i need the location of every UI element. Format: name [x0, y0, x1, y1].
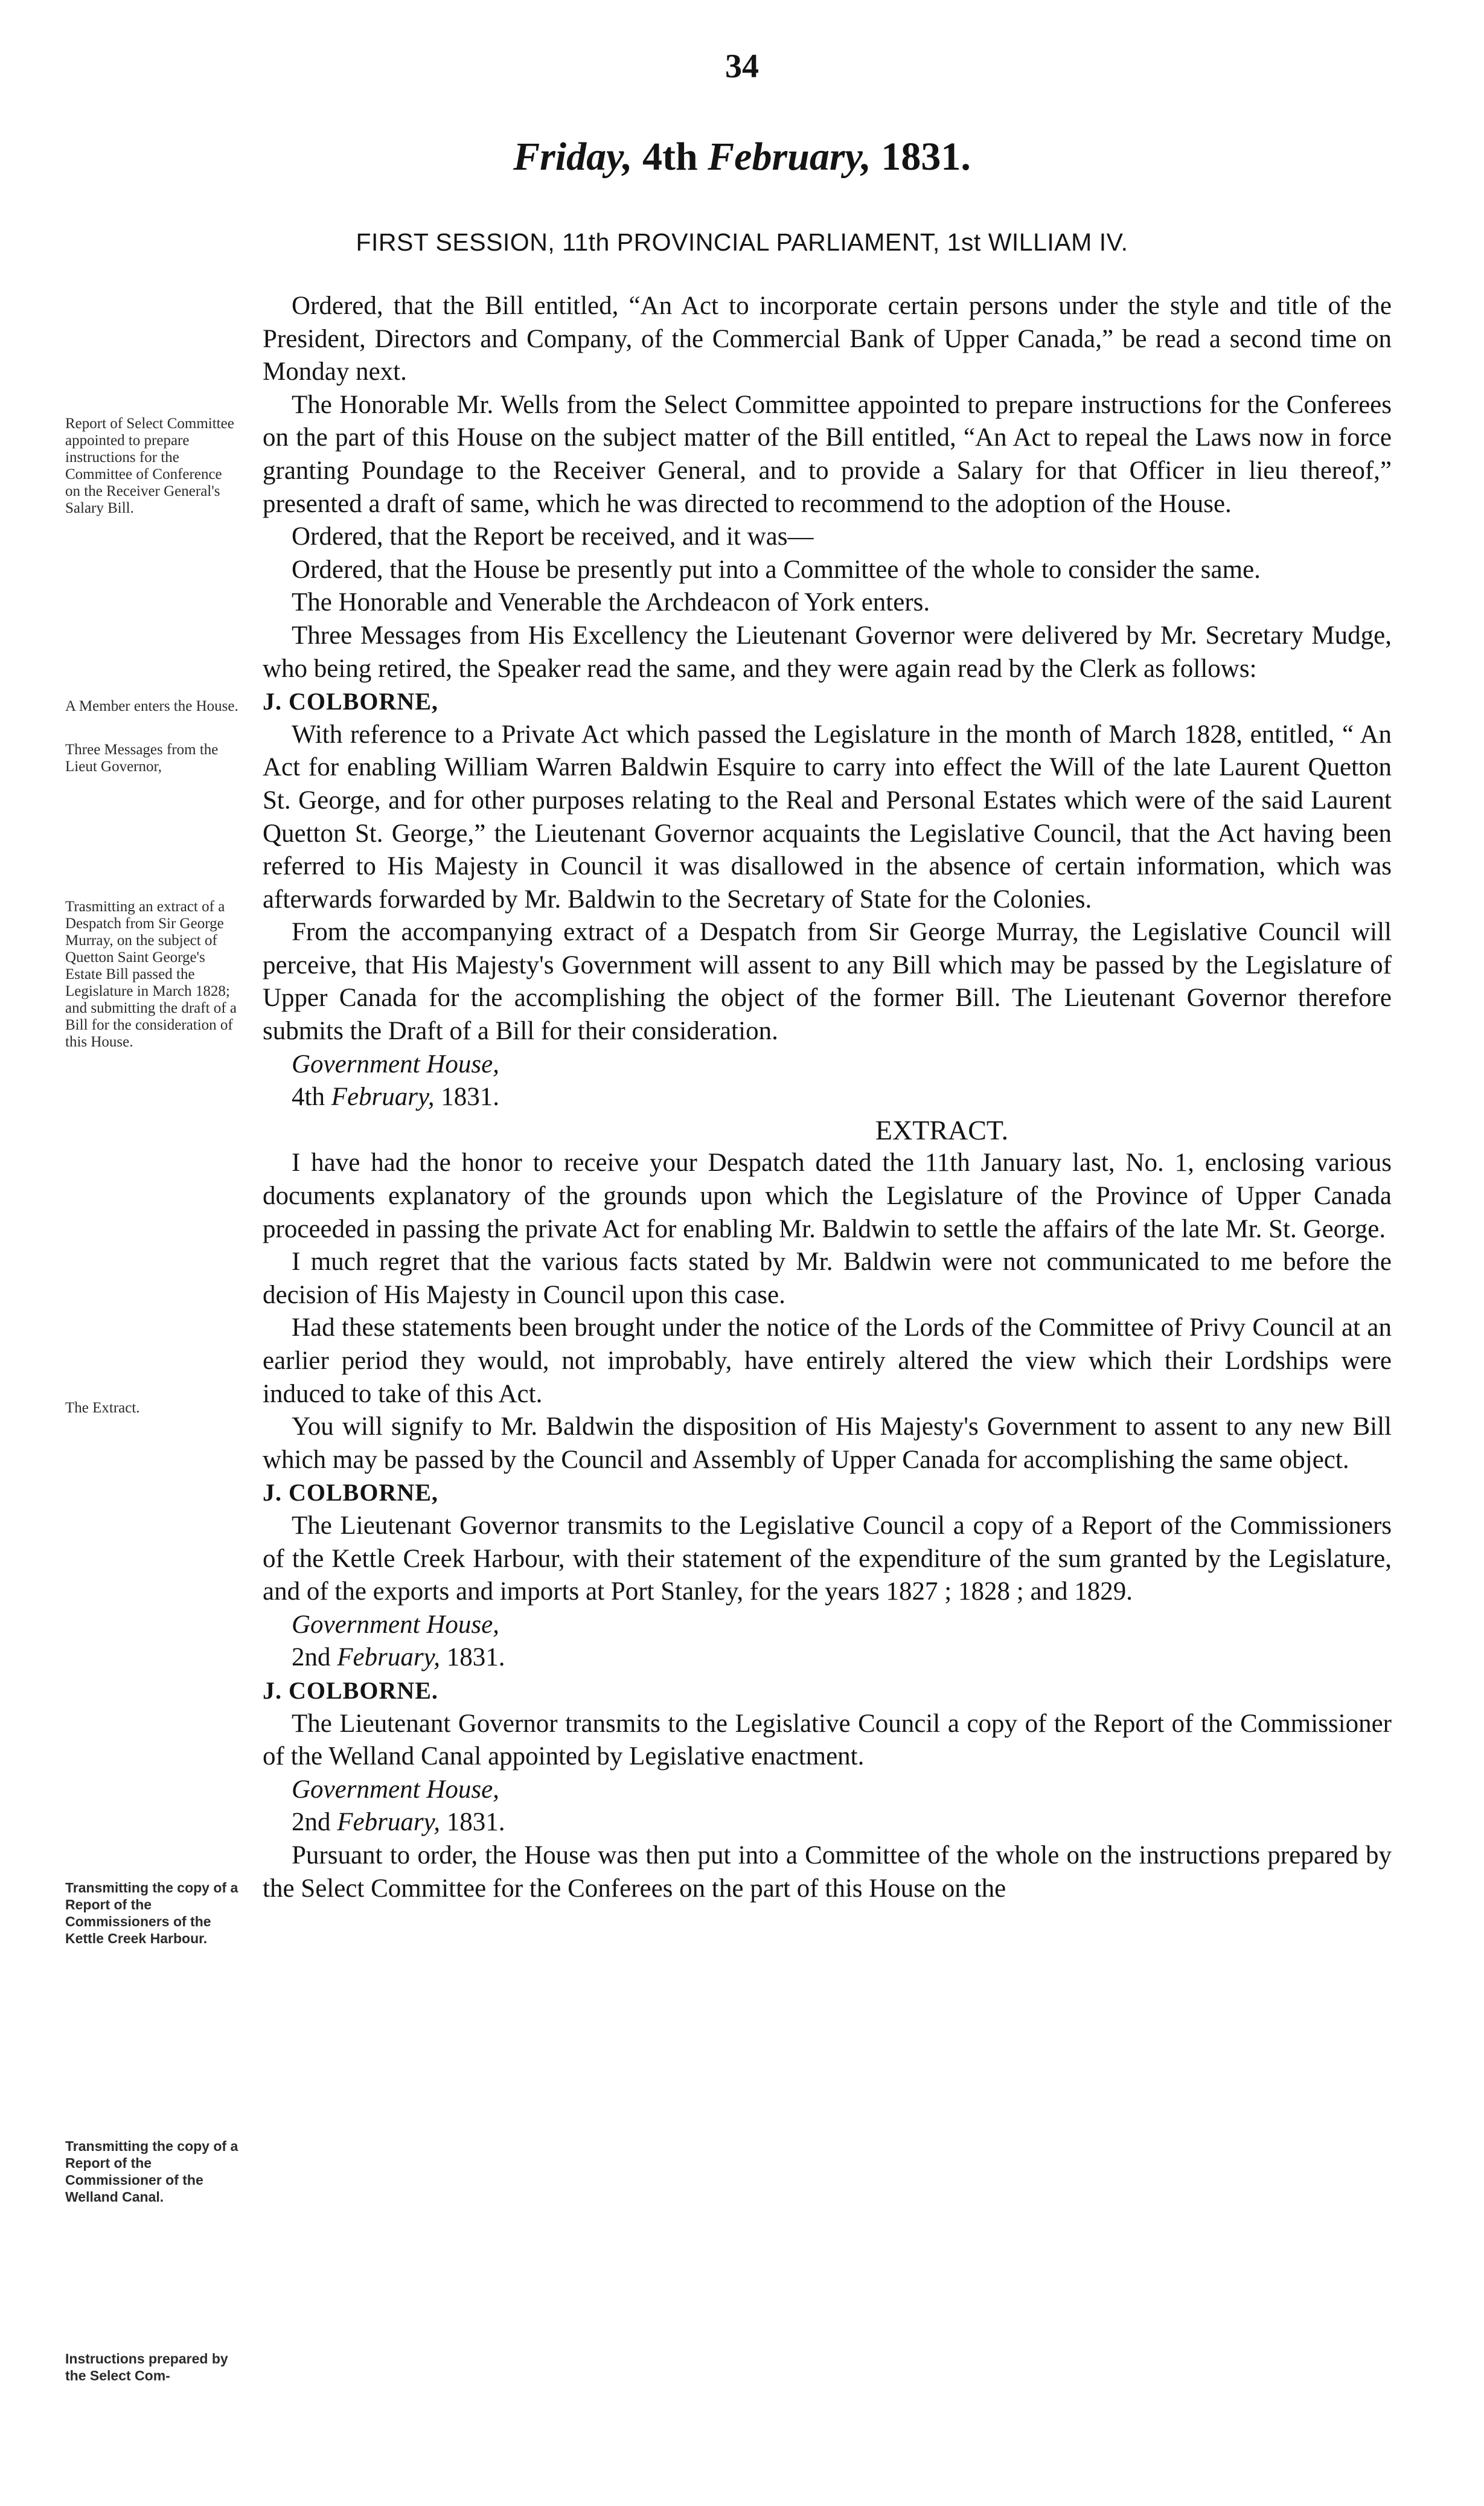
date-line-month: February, — [337, 1808, 441, 1837]
session-heading: FIRST SESSION, 11th PROVINCIAL PARLIAMENT, 1st WILLIAM IV. — [356, 228, 1128, 256]
paragraph: With reference to a Private Act which passed the Legislature in the month of March 1828, entitled, “ An Act for enabling William Warren Baldwin Esquire to carry into effect the Will of the late Laurent Quetton St. George, and for other purposes relating to the Real and Personal Estates which were of the said Laurent Quetton St. George,” the Lieutenant Governor acquaints the Legislative Council, that the Act having been referred to His Majesty in Council it was disallowed in the absence of certain information, which was afterwards forwarded by Mr. Baldwin to the Secretary of State for the Colonies. — [263, 720, 1392, 914]
extract-heading: EXTRACT. — [875, 1114, 1009, 1146]
paragraph: The Lieutenant Governor transmits to the Legislative Council a copy of the Report of the Commissioner of the Welland Canal appointed by Legislative enactment. — [263, 1709, 1392, 1771]
signature: J. COLBORNE. — [263, 1676, 438, 1704]
paragraph: Three Messages from His Excellency the Lieutenant Governor were delivered by Mr. Secretary Mudge, who being retired, the Speaker read the same, and they were again read by the Clerk as follows: — [263, 621, 1392, 683]
paragraph: I have had the honor to receive your Despatch dated the 11th January last, No. 1, enclosing various documents explanatory of the grounds upon which the Legislature of the Province of Upper Canada proceeded in passing the private Act for enabling Mr. Baldwin to settle the affairs of the late Mr. St. George. — [263, 1149, 1392, 1243]
paragraph: Ordered, that the Bill entitled, “An Act to incorporate certain persons under the style and title of the President, Directors and Company, of the Commercial Bank of Upper Canada,” be read a second time on Monday next. — [263, 292, 1392, 386]
date-line-year: 1831. — [446, 1643, 505, 1672]
margin-note-transmitting-despatch: Trasmitting an extract of a Despatch from Sir George Murray, on the subject of Quetton Saint George's Estate Bill passed the Legislature in March 1828; and submitting the draft of a Bill for the consideration of this House. — [65, 899, 237, 1050]
paragraph: Ordered, that the House be presently put into a Committee of the whole to consider the same. — [292, 555, 1261, 584]
margin-note-report-select-committee: Report of Select Committee appointed to prepare instructions for the Committee of Conference on the Receiver General's Salary Bill. — [65, 415, 234, 516]
margin-note-member-enters: A Member enters the House. — [65, 698, 238, 714]
date-line — [263, 1641, 1392, 1674]
date-line-day: 2nd — [292, 1808, 331, 1837]
place-line: Government House, — [292, 1775, 499, 1804]
margin-note-welland-canal: Transmitting the copy of a Report of the Commissioner of the Welland Canal. — [65, 2138, 238, 2205]
date-heading — [0, 134, 1484, 180]
paragraph: I much regret that the various facts stated by Mr. Baldwin were not communicated to me before the decision of His Majesty in Council upon this case. — [263, 1248, 1392, 1309]
margin-note-kettle-creek: Transmitting the copy of a Report of the Commissioners of the Kettle Creek Harbour. — [65, 1880, 238, 1946]
date-line — [263, 1081, 1392, 1114]
date-date: 4th — [642, 135, 698, 179]
date-line-year: 1831. — [446, 1808, 505, 1837]
date-line-month: February, — [331, 1083, 435, 1112]
date-line-month: February, — [337, 1643, 441, 1672]
place-line: Government House, — [292, 1050, 499, 1078]
margin-note-three-messages: Three Messages from the Lieut Governor, — [65, 742, 219, 775]
paragraph: The Honorable and Venerable the Archdeacon of York enters. — [292, 588, 930, 617]
margin-note-instructions: Instructions prepared by the Select Com- — [65, 2351, 228, 2383]
place-line: Government House, — [292, 1610, 499, 1639]
paragraph: The Honorable Mr. Wells from the Select Committee appointed to prepare instructions for the Conferees on the part of this House on the subject matter of the Bill entitled, “An Act to repeal the Laws now in force granting Poundage to the Receiver General, and to provide a Salary for that Officer in lieu thereof,” presented a draft of same, which he was directed to recommend to the adoption of the House. — [263, 390, 1392, 518]
date-line-day: 4th — [292, 1083, 325, 1112]
date-day: Friday, — [513, 135, 633, 179]
date-month: February, — [708, 135, 871, 179]
paragraph: Had these statements been brought under the notice of the Lords of the Committee of Privy Council at an earlier period they would, not improbably, have entirely altered the view which their Lordships were induced to take of this Act. — [263, 1313, 1392, 1408]
signature: J. COLBORNE, — [263, 1479, 438, 1507]
date-line-day: 2nd — [292, 1643, 331, 1672]
signature: J. COLBORNE, — [263, 688, 438, 716]
date-line-year: 1831. — [441, 1083, 499, 1112]
paragraph: Ordered, that the Report be received, and it was— — [292, 522, 814, 551]
paragraph: You will signify to Mr. Baldwin the disposition of His Majesty's Government to assent to any new Bill which may be passed by the Council and Assembly of Upper Canada for accomplishing the same object. — [263, 1412, 1392, 1474]
page-number: 34 — [725, 48, 759, 85]
date-line — [263, 1806, 1392, 1839]
body-text — [263, 290, 1392, 1905]
date-year: 1831. — [881, 135, 971, 179]
paragraph: The Lieutenant Governor transmits to the Legislative Council a copy of a Report of the Commissioners of the Kettle Creek Harbour, with their statement of the expenditure of the sum granted by the Legislature, and of the exports and imports at Port Stanley, for the years 1827 ; 1828 ; and 1829. — [263, 1511, 1392, 1606]
paragraph: From the accompanying extract of a Despatch from Sir George Murray, the Legislative Council will perceive, that His Majesty's Government will assent to any Bill which may be passed by the Legislature of Upper Canada for the accomplishing the object of the former Bill. The Lieutenant Governor therefore submits the Draft of a Bill for their consideration. — [263, 918, 1392, 1046]
margin-note-the-extract: The Extract. — [65, 1400, 140, 1416]
paragraph: Pursuant to order, the House was then put into a Committee of the whole on the instructions prepared by the Select Committee for the Conferees on the part of this House on the — [263, 1841, 1392, 1903]
